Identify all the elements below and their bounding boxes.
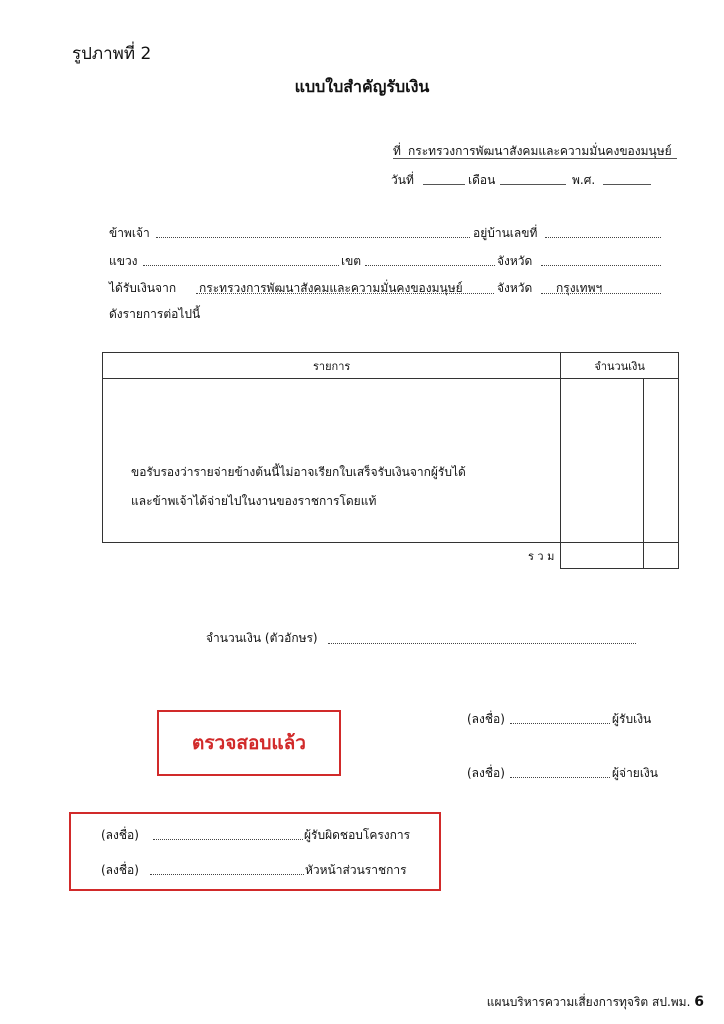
footer [487, 993, 704, 1012]
date-label: วันที่ [391, 173, 414, 187]
khwaeng-label: แขวง [109, 254, 138, 268]
items-cell [103, 379, 561, 543]
checked-stamp: ตรวจสอบแล้ว [157, 710, 341, 776]
province-label: จังหวัด [497, 254, 533, 268]
received-from-value: กระทรวงการพัฒนาสังคมและความมั่นคงของมนุษย์ [199, 281, 463, 295]
month-label: เดือน [468, 173, 496, 187]
province2-line [541, 293, 661, 294]
khet-label: เขต [341, 254, 362, 268]
items-table [102, 352, 679, 569]
total-baht-cell [561, 543, 644, 569]
sign-label-payer: (ลงชื่อ) [467, 766, 505, 780]
agency-head-label: หัวหน้าส่วนราชการ [305, 863, 407, 877]
amount-satang-cell [644, 379, 679, 543]
received-from-label: ได้รับเงินจาก [109, 281, 177, 295]
page-number: 6 [694, 994, 704, 1010]
at-underline [393, 158, 677, 159]
form-title: แบบใบสำคัญรับเงิน [294, 77, 430, 96]
at-label: ที่ [393, 144, 401, 158]
sign-label-project-owner: (ลงชื่อ) [101, 828, 139, 842]
receiver-sign-line [510, 723, 610, 724]
house-no-label: อยู่บ้านเลขที่ [473, 226, 538, 240]
receiver-label: ผู้รับเงิน [612, 712, 652, 726]
khet-line [365, 265, 495, 266]
footer-text: แผนบริหารความเสี่ยงการทุจริต สป.พม. [486, 995, 691, 1009]
province2-value: กรุงเทพฯ [556, 281, 603, 295]
date-line [423, 184, 465, 185]
i-label: ข้าพเจ้า [109, 226, 150, 240]
total-label: ร ว ม [103, 543, 561, 569]
figure-label: รูปภาพที่ 2 [72, 44, 152, 64]
year-label: พ.ศ. [572, 173, 596, 187]
col-amount-header: จำนวนเงิน [561, 353, 679, 379]
name-line [156, 237, 470, 238]
province2-label: จังหวัด [497, 281, 533, 295]
year-line [603, 184, 651, 185]
col-items-header: รายการ [103, 353, 561, 379]
payer-sign-line [510, 777, 610, 778]
sign-label-agency-head: (ลงชื่อ) [101, 863, 139, 877]
amount-text-line [328, 643, 636, 644]
approval-box [69, 812, 441, 891]
month-line [500, 184, 566, 185]
province-line [541, 265, 661, 266]
sign-label-receiver: (ลงชื่อ) [467, 712, 505, 726]
at-value: กระทรวงการพัฒนาสังคมและความมั่นคงของมนุษย์ [408, 144, 672, 158]
total-satang-cell [644, 543, 679, 569]
amount-text-label: จำนวนเงิน (ตัวอักษร) [206, 631, 318, 645]
certify-line-1: ขอรับรองว่ารายจ่ายข้างต้นนี้ไม่อาจเรียกใบเสร็จรับเงินจากผู้รับได้ [131, 465, 466, 479]
project-owner-sign-line [153, 839, 303, 840]
received-from-line [196, 293, 494, 294]
khwaeng-line [143, 265, 339, 266]
agency-head-sign-line [150, 874, 304, 875]
amount-baht-cell [561, 379, 644, 543]
certify-line-2: และข้าพเจ้าได้จ่ายไปในงานของราชการโดยแท้ [131, 494, 377, 508]
as-follows: ดังรายการต่อไปนี้ [109, 307, 201, 321]
payer-label: ผู้จ่ายเงิน [612, 766, 658, 780]
house-no-line [545, 237, 661, 238]
project-owner-label: ผู้รับผิดชอบโครงการ [304, 828, 411, 842]
